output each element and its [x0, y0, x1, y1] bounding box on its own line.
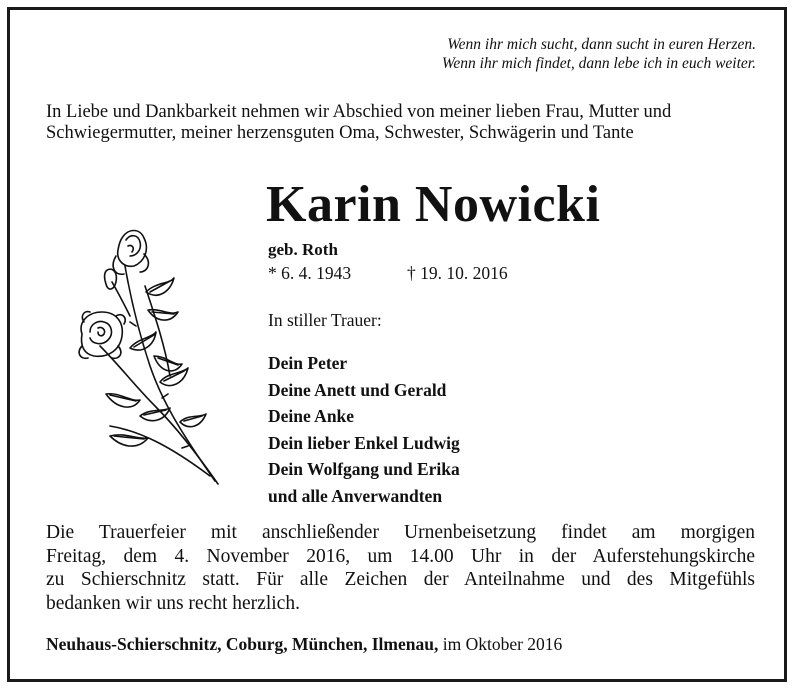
motto-line: Wenn ihr mich sucht, dann sucht in euren Herzen. — [447, 36, 756, 53]
rose-icon — [70, 226, 230, 491]
places: Neuhaus-Schierschnitz, Coburg, München, Ilmenau, — [46, 634, 439, 654]
mourning-heading: In stiller Trauer: — [268, 310, 382, 330]
ceremony-line: zu Schierschnitz statt. Für alle Zeichen der Anteilnahme und des Mitgefühls — [46, 569, 755, 590]
intro-line: In Liebe und Dankbarkeit nehmen wir Abschied von meiner lieben Frau, Mutter und — [46, 102, 672, 122]
intro-line: Schwiegermutter, meiner herzensguten Oma, Schwester, Schwägerin und Tante — [46, 123, 634, 143]
birth-date: * 6. 4. 1943 — [268, 263, 352, 283]
ceremony-line: Die Trauerfeier mit anschließender Urnenbeisetzung findet am morgigen — [46, 522, 755, 543]
footer-date: im Oktober 2016 — [442, 634, 563, 654]
mourner: Dein lieber Enkel Ludwig — [268, 432, 460, 453]
ceremony-notice — [46, 521, 755, 615]
death-date: † 19. 10. 2016 — [407, 263, 508, 283]
intro-text — [46, 102, 766, 144]
motto — [442, 35, 756, 73]
mourner: Dein Peter — [268, 353, 348, 373]
mourner: und alle Anverwandten — [268, 485, 443, 506]
mourner: Deine Anke — [268, 406, 355, 426]
signature-line — [46, 634, 562, 655]
ceremony-line: Freitag, dem 4. November 2016, um 14.00 Uhr in der Auferstehungskirche — [46, 545, 755, 567]
maiden-name: geb. Roth — [268, 240, 338, 259]
ceremony-line: bedanken wir uns recht herzlich. — [46, 592, 300, 614]
motto-line: Wenn ihr mich findet, dann lebe ich in euch weiter. — [441, 55, 756, 72]
mourner: Deine Anett und Gerald — [268, 379, 447, 400]
mourner: Dein Wolfgang und Erika — [268, 459, 460, 479]
deceased-name: Karin Nowicki — [266, 176, 601, 233]
mourners-list — [268, 350, 460, 509]
